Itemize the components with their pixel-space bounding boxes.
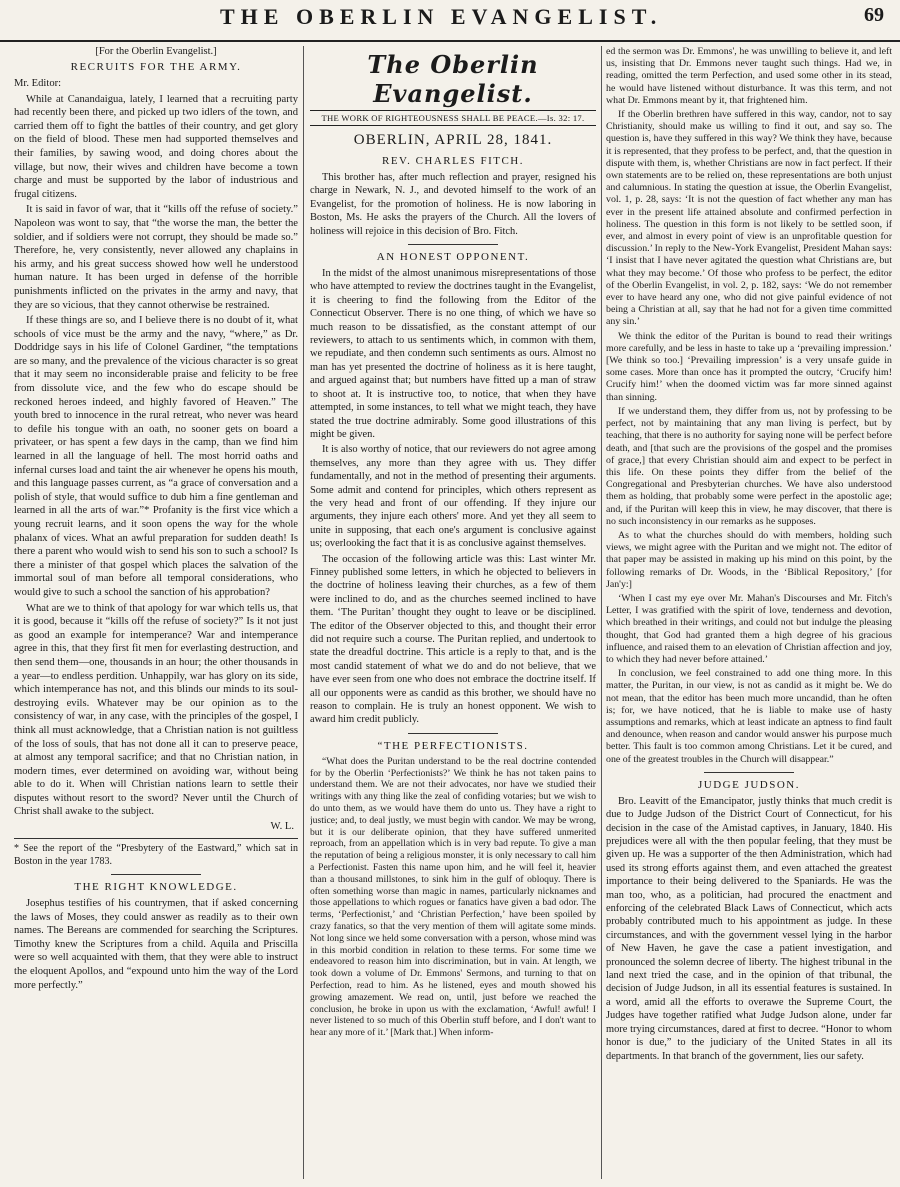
article-title-right-knowledge: THE RIGHT KNOWLEDGE. (74, 881, 238, 894)
salutation: Mr. Editor: (14, 78, 62, 89)
article-paragraph: While at Canandaigua, lately, I learned that a recruiting party had recently been there, and picked up two idlers of the town, and carried them off to fight the battles of their country, and get glory on the field of blood. These men had supported themselves and their families, by sawing wood, and doing chores about the village, but now, their wives and children have become a town charge and must be supported by the labor of industrious and frugal citizens. (14, 93, 298, 200)
signature: W. L. (270, 821, 294, 833)
footnote: * See the report of the “Presbytery of the Eastward,” which sat in Boston in the year 1783. (14, 843, 298, 867)
masthead-motto: THE WORK OF RIGHTEOUSNESS SHALL BE PEACE.—Is. 32: 17. (310, 110, 596, 126)
page-number: 69 (864, 4, 884, 26)
article-title-opponent: AN HONEST OPPONENT. (376, 251, 530, 264)
section-separator (111, 874, 201, 875)
section-separator (704, 772, 794, 773)
article-paragraph: This brother has, after much reflection and prayer, resigned his charge in Newark, N. J., and devoted himself to the work of an Evangelist, for the promotion of holiness. He is now laboring in Boston, Ms. He asks the prayers of the Church. All the lovers of holiness will rejoice in this decision of Bro. Fitch. (310, 172, 596, 237)
running-head (0, 0, 900, 42)
column-1 (14, 46, 298, 1181)
column-3 (606, 46, 892, 1181)
column-rule-left (303, 46, 304, 1179)
source-note: [For the Oberlin Evangelist.] (95, 46, 217, 57)
footnote-rule (14, 838, 298, 839)
article-paragraph: ‘When I cast my eye over Mr. Mahan's Discourses and Mr. Fitch's Letter, I was gratified with the spirit of love, tenderness and devotion, which breathed in their writings, and could not but indulge the pleasing thought, that God had granted them a high degree of his gracious influence, and raised them to an elevation of Christian affection and joy, to which they had never before attained.’ (606, 592, 892, 665)
dateline: OBERLIN, APRIL 28, 1841. (353, 132, 553, 148)
article-title-judge: JUDGE JUDSON. (697, 778, 800, 791)
article-paragraph: As to what the churches should do with members, holding such views, we might agree with the Puritan and we might not. The editor of that paper may be assisted in making up his mind on this point, by the following remarks of Dr. Woods, in the ‘Biblical Repository,’ [for Jan'y:] (606, 529, 892, 590)
article-paragraph: ed the sermon was Dr. Emmons', he was unwilling to believe it, and left us, insisting that Dr. Emmons never taught such things. Had we, in reading, omitted the term Perfection, and used some other in its stead, he would have listened without disturbance. It was this term, and not what Dr. Emmons meant by it, that frightened him. (606, 46, 892, 106)
article-paragraph: Josephus testifies of his countrymen, that if asked concerning the laws of Moses, they could answer as readily as to their own names. The Bereans are commended for searching the Scriptures. Timothy knew the Scriptures from a child. Aquila and Priscilla were so well acquainted with them, that they were able to instruct the eloquent Apollos, and “expound unto him the way of the Lord more perfectly.” (14, 898, 298, 991)
running-head-title: THE OBERLIN EVANGELIST. (220, 4, 663, 29)
masthead: The Oberlin Evangelist. (367, 50, 539, 108)
article-title-fitch: REV. CHARLES FITCH. (382, 155, 524, 167)
article-paragraph: What are we to think of that apology for war which tells us, that it is good, because it “kills off the refuse of society?” Is it not just as good an example for intemperance? War and intemperance agree in this, that they first fit men for everlasting destruction, and then send them—one, thousands in an hour; the other thousands in a year—to endless perdition. Unhappily, war has glory on its side, which intemperance has not, and this blinds our minds to its soul-destroying evils. Whatever may be our opinion as to the consistency of war, in any case, with the principles of the gospel, I think all must acknowledge, that a Christian nation is not guiltless of the loss of souls, that has not done all it can to preserve peace, at almost any temporal sacrifice; and that no Christian nation, in modern times, ever determined on avoiding war, without being able to do it. When will Christian nations learn to settle their disputes without resort to the sword? Never until the Church of Christ shall awake to the subject. (14, 602, 298, 818)
article-title-recruits: RECRUITS FOR THE ARMY. (70, 61, 242, 73)
article-paragraph: Bro. Leavitt of the Emancipator, justly thinks that much credit is due to Judge Judson of the District Court of Connecticut, for his decision in the case of the Amistad captives, in January, 1840. His prejudices were all with the then popular feeling, that they must be given up. He was a supporter of the then Administration, which had used its strong efforts against them, and even attached the greatest importance to their being delivered to the Spaniards. He was the man too, who, as a politician, had procured the enactment and enforcing of the celebrated Black Laws of Connecticut, which acts probably contributed much to his appointment as judge. In these circumstances, and with the government vessel lying in the harbor of New Haven, he gave the case a patient investigation, and pronounced the solemn decree of liberty. The highest tribunal in the land next tried the case, and in the opinion of that tribunal, the decision of Judge Judson, in all its essential features is sustained. In a word, amid all the efforts to overawe the Supreme Court, the Judges have together ratified what Judge Judson alone, under far more trying circumstances, dared at first to decree. “Honor to whom honor is due,” to the judiciary of the United States in all its departments. In that branch of the government, lies our safety. (606, 795, 892, 1062)
section-separator (408, 733, 498, 734)
section-separator (408, 244, 498, 245)
article-paragraph: In the midst of the almost unanimous misrepresentations of those who have attempted to review the doctrines taught in the Evangelist, it is cheering to find the following from the Editor of the Connecticut Observer. There is no one thing, of which we have so much reason to be dissatisfied, as the constant attempt of our reviewers, to attach to us sentiments which, in common with them, we repudiate, and then condemn such sentiments as ours. Almost no man has yet presented the doctrine of holiness as it is here taught, and argued against that; but numbers have fitted up a man of straw to shoot at. It is instructive too, to notice, that when they have attempted, in some instances, to tell what we might teach, they have stated the true doctrine admirably. Some good illustrations of this might be given. (310, 268, 596, 440)
article-paragraph: We think the editor of the Puritan is bound to read their writings more carefully, and be less in haste to take up a ‘prevailing impression.’ [We think so too.] ‘Prevailing impression’ is a very unsafe guide in some cases. More than once has it prompted the outcry, ‘Crucify him! Crucify him!’ when the doomed victim was far more sinned against than sinning. (606, 330, 892, 403)
column-rule-right (601, 46, 602, 1179)
article-paragraph: In conclusion, we feel constrained to add one thing more. In this matter, the Puritan, in our view, is not as candid as it might be. We do not mean, that the editor has been much more uncandid, than he often is; for, we have noticed, that he is liable to make use of hasty assumptions and remarks, which at least indicate an aptness to find fault and denounce, when reason and candor would answer his purpose much better. This fault is too common among Christians. Let it be cured, and one of the greatest troubles in the Church will disappear.” (606, 668, 892, 765)
article-paragraph: If the Oberlin brethren have suffered in this way, candor, not to say Christianity, should make us willing to find it out, and say so. The question is, have they suffered in this way? We think they have, because it is represented, that they profess to be perfect, and, that the question in dispute with them, is, whether Christians are now in fact perfect. If their own statements are to be relied on, these representations are both unjust and calumnious. In stating the question at issue, the Oberlin Evangelist, vol. 1, p. 28, says: ‘It is not the question of fact whether any man has ever in the present life attained absolute and confirmed perfection in holiness. The question in this form is not likely to be settled soon, if ever, and almost in every point of view is an unprofitable question for discussion.’ In reply to the New-York Evangelist, President Mahan says: ‘I insist that I have never agitated the question what Christians are, but what they may become.’ Of those who profess to be perfect, the editor of the Oberlin Evangelist, in vol. 2, p. 182, says: ‘We do not remember ever to have heard any one, who did not give painful evidence of not being a Christian at all, say that he had not for a given time committed any sin.’ (606, 109, 892, 328)
article-paragraph: If we understand them, they differ from us, not by professing to be perfect, not by maintaining that any man living is perfect, but by teaching, that there is no authority for saying none will be perfect before death, and [that such are the provisions of the gospel and the promises of grace,] that every Christian should aim and expect to be perfect in this life. On these points they differ from the belief of the Congregational and Presbyterian churches. We have also understood them as holding, that probably some were perfect in the apostolic age; and, if the Puritan will keep this in view, he may discover, that there is no such inconsistency in our remarks as he supposes. (606, 405, 892, 527)
article-paragraph: “What does the Puritan understand to be the real doctrine contended for by the Oberlin ‘Perfectionists?’ We think he has not taken pains to understand them. We are not their advocates, nor have we studied their writings with any thing like the zeal of confiding votaries; but we wish to do unto them, as we would have them do unto us. They have a right to justice; and, to deal justly, we must begin with candor. We may be wrong, but it is our deliberate opinion, that they have suffered unmerited reproach, from an appellation which is in very bad repute. To give a man the reputation of being a religious monster, it is only necessary to call him a Perfectionist. Fasten this name upon him, and he will feel it, heavier than a thousand millstones, to sink him in the gulf of obloquy. There is often something worse than magic in names, particularly nicknames and those appellations to which rogues or fanatics have given a bad odor. The terms, ‘Perfectionist,’ and ‘Christian Perfection,’ have been spoiled by crazy fanatics, so that the very mention of them will agitate some minds. Not long since we held some conversation with a person, whose mind was in this morbid condition in relation to these terms. For some time we endeavored to reason him into discrimination, but in vain. At length, we took down a volume of Dr. Emmons' Sermons, and turning to that on Perfection, read to him. As he listened, eyes and mouth showed his growing amazement. We read on, until, just before we reached the conclusion, he broke in upon us with the exclamation, ‘Awful! awful! I never listened to so much of this Oberlin stuff before, and I don't want to hear any more of it.’ [Mark that.] When inform- (310, 755, 596, 1039)
article-paragraph: It is said in favor of war, that it “kills off the refuse of society.” Napoleon was wont to say, that “the worse the man, the better the soldier, and if soldiers were not corrupt, they should be made so.” Therefore, he, very consistently, never allowed any chaplains in his army, and his great success showed how well he understood human nature. It has been urged in defense of the horrible punishments inflicted on the privates in the army and navy, that they are so vicious, that they cannot otherwise be restrained. (14, 204, 298, 311)
article-paragraph: It is also worthy of notice, that our reviewers do not agree among themselves, any more than they agree with us. They differ fundamentally, and not in the method of presenting their arguments. Some admit and contend for principles, which others represent as the very head and front of our offending. If they injure our arguments, they injure each others' more. And yet they all seem to unite in supposing, that each one's argument is conclusive against us; overlooking the fact that it is as conclusive against themselves. (310, 444, 596, 550)
article-title-perfectionists: “THE PERFECTIONISTS. (377, 739, 529, 752)
column-2 (310, 46, 596, 1181)
article-paragraph: The occasion of the following article was this: Last winter Mr. Finney published some letters, in which he objected to believers in the doctrine of holiness leaving their churches, as a few of them were inclined to do, and as the churches seemed inclined to have them. ‘The Puritan’ thought they ought to leave or be disciplined. The editor of the Observer objected to this, and thought their error did not require such a course. The Puritan replied, and undertook to state the dreadful doctrine. This article is a reply to that, and is the most candid statement of what we do and do not believe, that we have ever seen from one who does not embrace the doctrine itself. If all our opponents were as candid as this brother, we should have no reason to complain. He is truly an honest opponent. We wish to award him credit publicly. (310, 553, 596, 726)
article-paragraph: If these things are so, and I believe there is no doubt of it, what schools of vice must be the army and the navy, “where,” as Dr. Doddridge says in his life of Colonel Gardiner, “the temptations are so many, and the prevalence of the vicious character is so great that it may seem no inconsiderable praise and felicity to be free from dissolute vice, and the few who do escape should be reckoned heroes indeed, and highly favored of Heaven.” The youth bred to innocence in the rural retreat, who never was heard to defile his tongue with an oath, no sooner gets on board a privateer, or has spent a few days in the camp, than we find him learned in all the language of hell. The most horrid oaths and infernal curses load and taint the air whenever he opens his mouth, and this language passes current, as “a grace of conversation and a polish of style, that would suffice to dub him a fine gentleman and learned in all the arts of war.”* Profanity is the first vice which a young recruit learns, and it soon opens the way for the whole phalanx of vices. What an awful preparation for sudden death! Is there a parent who would wish to send his son to such a school? Is there a minister of that gospel which places the salvation of the immortal soul of man before all temporal considerations, who would give to such a school the sanction of his approbation? (14, 315, 298, 598)
